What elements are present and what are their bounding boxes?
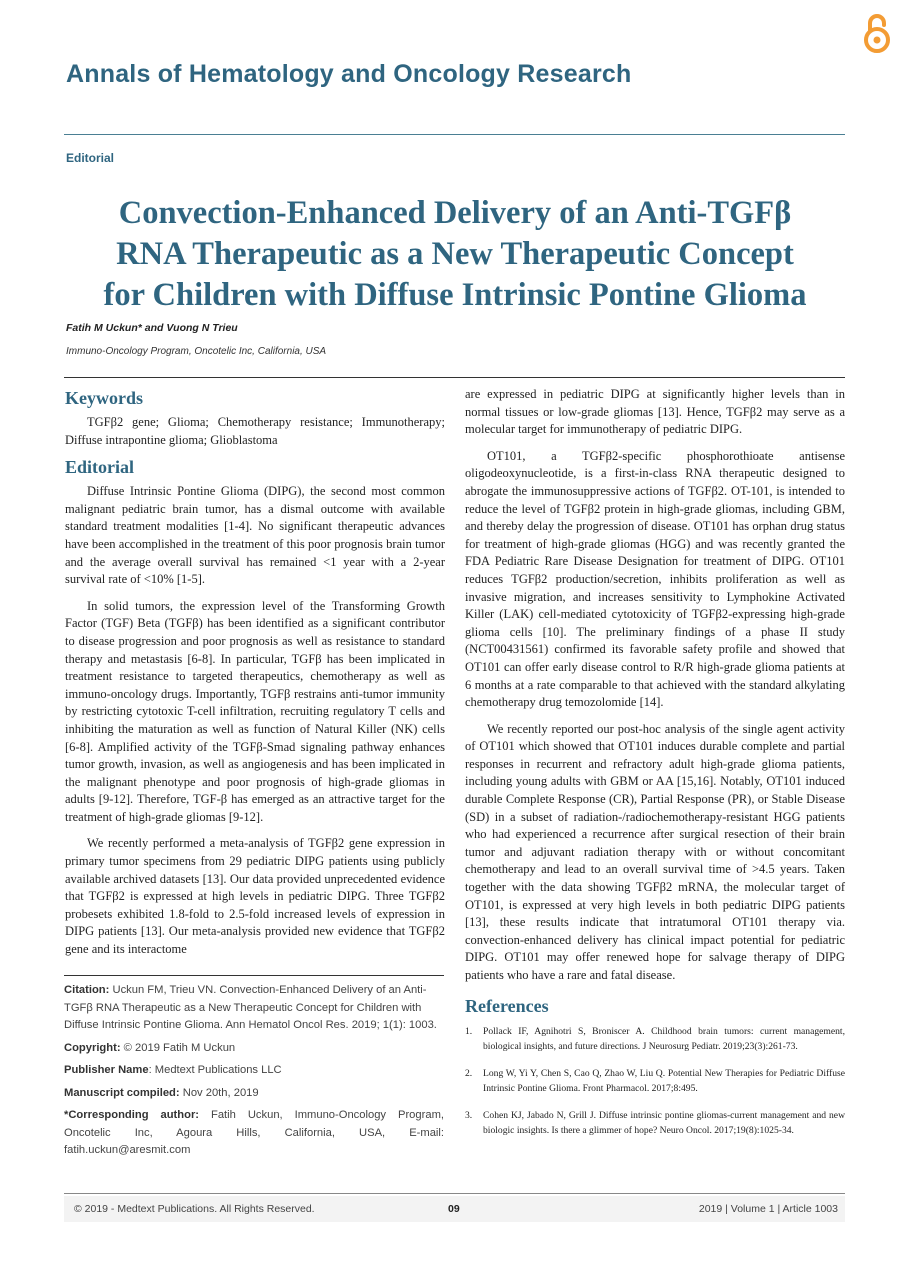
paragraph: We recently reported our post-hoc analysis of the single agent activity of OT101 which showed that OT101 induces durable complete and partial responses in recurrent and refractory adult high-grade glioma patients, including young adults with GBM or AA [15,16]. Notably, OT101 induced durable Complete Response (CR), Partial Response (PR), or Stable Disease (SD) in a subset of radiation-/radiochemotherapy-resistant HGG patients who had experienced a recurrence after surgical resection of their brain tumor and adjuvant radiation therapy with or without concomitant chemotherapy and lead to an overall survival time of >4.5 years. Taken together with the data showing TGFβ2 mRNA, the molecular target of OT101, is expressed at very high levels in both pediatric DIPG patients [13], these results indicate that intratumoral OT101 therapy via. convection-enhanced delivery has clinical impact potential for pediatric DIPG. OT101 may offer renewed hope for salvage therapy of DIPG patients who have a rare and fatal disease. [465,721,845,982]
reference-number: 2. [465,1067,473,1079]
reference-text: Pollack IF, Agnihotri S, Broniscer A. Childhood brain tumors: current management, biological insights, and future directions. J Neurosurg Pediatr. 2019;23(3):261-73. [483,1025,845,1053]
manuscript-label: Manuscript compiled: [64,1086,180,1099]
left-column [65,386,445,968]
article-title [60,193,850,316]
citation-label: Citation: [64,984,110,996]
page-number: 09 [448,1203,460,1215]
reference-item [465,1066,845,1097]
body-divider [64,377,845,378]
publisher-label: Publisher Name [64,1064,149,1076]
footer-copyright: © 2019 - Medtext Publications. All Rights Reserved. [74,1203,315,1215]
reference-item [465,1024,845,1055]
references-list [465,1024,845,1139]
article-title-line-3: for Children with Diffuse Intrinsic Pontine Glioma [103,277,807,313]
corresponding-text: Fatih Uckun, Immuno-Oncology Program, Oncotelic Inc, Agoura Hills, California, USA, E-mail: fatih.uckun@aresmit.com [64,1109,444,1156]
copyright-label: Copyright: [64,1041,121,1054]
reference-number: 1. [465,1025,473,1037]
copyright [64,1040,444,1058]
paragraph: We recently performed a meta-analysis of TGFβ2 gene expression in primary tumor specimens from 29 pediatric DIPG patients using publicly available archived datasets [13]. Our data provided unprecedented evidence that TGFβ2 is expressed at high levels in pediatric DIPG. Three TGFβ2 probesets exhibited 1.8-fold to 2.5-fold increased levels of expression in DIPG patients [13]. Our meta-analysis provided new evidence that TGFβ2 gene and its interactome [65,836,445,957]
reference-item [465,1108,845,1139]
reference-text: Long W, Yi Y, Chen S, Cao Q, Zhao W, Liu Q. Potential New Therapies for Pediatric Diffuse Intrinsic Pontine Glioma. Front Pharmacol. 2017;8:495. [483,1067,845,1095]
corresponding-author [64,1107,444,1160]
citation [64,982,444,1035]
keywords-text: TGFβ2 gene; Glioma; Chemotherapy resistance; Immunotherapy; Diffuse intrapontine glioma; Glioblastoma [65,415,445,447]
reference-number: 3. [465,1109,473,1121]
references-heading: References [465,995,549,1016]
paragraph: are expressed in pediatric DIPG at significantly higher levels than in normal tissues or low-grade gliomas [13]. Hence, TGFβ2 may serve as a molecular target for immunotherapy of pediatric DIPG. [465,387,845,437]
citation-text: Uckun FM, Trieu VN. Convection-Enhanced Delivery of an Anti-TGFβ RNA Therapeutic as a New Therapeutic Concept for Children with Diffuse Intrinsic Pontine Glioma. Ann Hematol Oncol Res. 2019; 1(1): 1003. [64,984,437,1031]
journal-title: Annals of Hematology and Oncology Research [66,60,632,88]
right-column [465,386,845,1150]
article-title-line-1: Convection-Enhanced Delivery of an Anti-TGFβ [118,195,792,231]
manuscript-text: Nov 20th, 2019 [182,1086,259,1099]
corresponding-label: *Corresponding author: [64,1109,200,1121]
paragraph: Diffuse Intrinsic Pontine Glioma (DIPG), the second most common malignant pediatric brain tumor, has a dismal outcome with available standard treatment modalities [1-4]. No significant therapeutic advances have been accomplished in the treatment of this poor prognosis brain tumor and the average overall survival has remained <1 year with a 2-year survival rate of <10% [1-5]. [65,484,445,587]
manuscript-compiled [64,1085,444,1103]
publisher [64,1062,444,1080]
section-label: Editorial [66,151,115,165]
editorial-heading: Editorial [65,457,135,478]
authors: Fatih M Uckun* and Vuong N Trieu [66,322,238,334]
citation-box [64,975,444,1165]
article-title-line-2: RNA Therapeutic as a New Therapeutic Concept [116,236,794,272]
paragraph: OT101, a TGFβ2-specific phosphorothioate antisense oligodeoxynucleotide, is a first-in-class RNA therapeutic designed to abrogate the immunosuppressive actions of TGFβ2. OT-101, is intended to reduce the level of TGFβ2 protein in high-grade gliomas, including GBM, and thereby delay the progression of disease. OT101 has orphan drug status for treatment of high-grade gliomas (HGG) and was recently granted the FDA Pediatric Rare Disease Designation for treatment of DIPG. OT101 reduces TGFβ2 production/secretion, inhibits proliferation as well as invasive migration, and increases sensitivity to Lymphokine Activated Killer (LAK) cell-mediated cytotoxicity of TGFβ2-expressing high-grade glioma cells [10]. The preliminary findings of a phase II study (NCT00431561) confirmed its favorable safety profile and showed that OT101 can offer early disease control to R/R high-grade glioma patients at 6 months at a rate comparable to that achieved with the standard alkylating chemotherapy drug temozolomide [14]. [465,448,845,710]
footer-issue-info: 2019 | Volume 1 | Article 1003 [698,1203,838,1215]
publisher-text: : Medtext Publications LLC [148,1064,282,1076]
keywords-heading: Keywords [65,388,143,408]
paragraph: In solid tumors, the expression level of the Transforming Growth Factor (TGF) Beta (TGFβ) has been identified as a significant contributor to disease progression and poor prognosis as well as resistance to standard therapy and metastasis [6-8]. In particular, TGFβ has been implicated in treatment resistance to targeted therapeutics, chemotherapy as well as immuno-oncology drugs. Importantly, TGFβ restrains anti-tumor immunity by restricting cytotoxic T-cell infiltration, recruiting regulatory T cells and inhibiting the maturation as well as function of Natural Killer (NK) cells [6-8]. Amplified activity of the TGFβ-Smad signaling pathway enhances tumor growth, invasion, as well as angiogenesis and has been implicated in the malignant phenotype and poor prognosis of high-grade gliomas in adults [9-12]. Therefore, TGF-β has emerged as an attractive target for the treatment of high-grade gliomas [9-12]. [65,598,445,824]
reference-text: Cohen KJ, Jabado N, Grill J. Diffuse intrinsic pontine gliomas-current management and new biologic insights. Is there a glimmer of hope? Neuro Oncol. 2017;19(8):1025-34. [483,1109,845,1137]
open-access-lock-icon [862,12,892,54]
footer-divider [64,1193,845,1194]
header-divider [64,134,845,135]
affiliation: Immuno-Oncology Program, Oncotelic Inc, California, USA [66,346,327,357]
copyright-text: © 2019 Fatih M Uckun [123,1041,236,1054]
